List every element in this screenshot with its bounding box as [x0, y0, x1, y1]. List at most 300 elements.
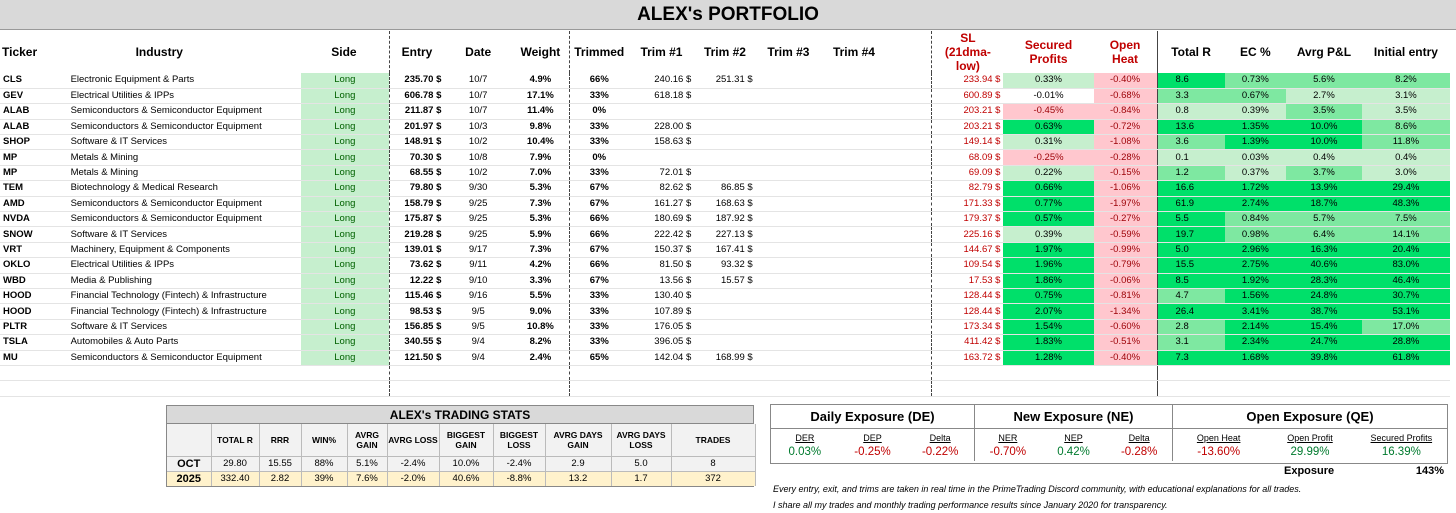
cell-trim1: 130.40 $ [629, 288, 695, 303]
cell-trim3 [756, 273, 822, 288]
stats-value: 7.6% [347, 471, 387, 486]
cell-ec: 1.68% [1225, 350, 1286, 365]
exposure-metric-value: 0.42% [1057, 446, 1090, 458]
cell-heat: -0.59% [1094, 227, 1157, 242]
table-row [0, 350, 1450, 365]
cell-industry: Electronic Equipment & Parts [68, 73, 301, 88]
cell-trim4 [821, 104, 887, 119]
exposure-metric-label: NEP [1064, 433, 1083, 443]
cell-trimmed: 65% [569, 350, 628, 365]
cell-ec: 1.72% [1225, 181, 1286, 196]
stats-header-cell: BIGGEST GAIN [439, 424, 493, 456]
cell-trim3 [756, 212, 822, 227]
cell-trim4 [821, 242, 887, 257]
cell-trim4 [821, 288, 887, 303]
empty-cell [1362, 365, 1450, 380]
cell-ticker: NVDA [0, 212, 68, 227]
cell-side: Long [301, 212, 389, 227]
cell-ec: 0.37% [1225, 165, 1286, 180]
cell-ec: 1.35% [1225, 119, 1286, 134]
cell-trimmed: 33% [569, 335, 628, 350]
cell-heat: -0.60% [1094, 319, 1157, 334]
cell-trim1 [629, 104, 695, 119]
cell-initial: 20.4% [1362, 242, 1450, 257]
cell-avg-pl: 28.3% [1286, 273, 1362, 288]
stats-value: 40.6% [439, 471, 493, 486]
cell-trim1: 161.27 $ [629, 196, 695, 211]
note-line-2: I share all my trades and monthly trading performance results since January 2020 for transparency. [773, 500, 1168, 510]
cell-weight: 2.4% [512, 350, 569, 365]
stats-header-cell: RRR [259, 424, 301, 456]
stats-header-cell: AVRG GAIN [347, 424, 387, 456]
empty-cell [1286, 381, 1362, 396]
cell-secured: -0.45% [1003, 104, 1093, 119]
cell-avg-pl: 18.7% [1286, 196, 1362, 211]
cell-trim4 [821, 273, 887, 288]
cell-ticker: MP [0, 150, 68, 165]
cell-industry: Semiconductors & Semiconductor Equipment [68, 350, 301, 365]
cell-trim3 [756, 165, 822, 180]
cell-secured: 0.31% [1003, 135, 1093, 150]
cell-initial: 53.1% [1362, 304, 1450, 319]
cell-total-r: 3.3 [1157, 88, 1225, 103]
cell-ticker: TSLA [0, 335, 68, 350]
cell-trim1: 107.89 $ [629, 304, 695, 319]
cell-trim4 [821, 181, 887, 196]
cell-initial: 83.0% [1362, 258, 1450, 273]
table-row [0, 304, 1450, 319]
cell-heat: -0.06% [1094, 273, 1157, 288]
exposure-total-label: Exposure [1284, 465, 1335, 477]
stats-value: -2.4% [387, 456, 439, 471]
cell-trim2: 15.57 $ [694, 273, 755, 288]
cell-secured: -0.25% [1003, 150, 1093, 165]
cell-weight: 10.8% [512, 319, 569, 334]
cell-trim1: 142.04 $ [629, 350, 695, 365]
cell-heat: -0.68% [1094, 88, 1157, 103]
cell-trim2: 227.13 $ [694, 227, 755, 242]
cell-spacer [887, 273, 932, 288]
cell-sl: 225.16 $ [932, 227, 1004, 242]
cell-side: Long [301, 258, 389, 273]
cell-sl: 173.34 $ [932, 319, 1004, 334]
cell-entry: 73.62 $ [389, 258, 444, 273]
empty-cell [569, 365, 628, 380]
cell-sl: 109.54 $ [932, 258, 1004, 273]
stats-value: 10.0% [439, 456, 493, 471]
cell-trimmed: 33% [569, 119, 628, 134]
cell-trim2 [694, 135, 755, 150]
cell-total-r: 13.6 [1157, 119, 1225, 134]
cell-entry: 158.79 $ [389, 196, 444, 211]
cell-industry: Software & IT Services [68, 135, 301, 150]
exposure-metric-label: Open Heat [1196, 433, 1241, 443]
cell-date: 10/2 [444, 135, 512, 150]
cell-initial: 28.8% [1362, 335, 1450, 350]
cell-weight: 7.3% [512, 196, 569, 211]
cell-sl: 600.89 $ [932, 88, 1004, 103]
cell-date: 9/11 [444, 258, 512, 273]
cell-trim4 [821, 335, 887, 350]
cell-sl: 69.09 $ [932, 165, 1004, 180]
exposure-metric-value: -0.25% [854, 446, 891, 458]
cell-trim4 [821, 165, 887, 180]
cell-ticker: VRT [0, 242, 68, 257]
empty-cell [821, 381, 887, 396]
cell-initial: 14.1% [1362, 227, 1450, 242]
cell-weight: 9.8% [512, 119, 569, 134]
cell-trim3 [756, 181, 822, 196]
cell-trimmed: 33% [569, 88, 628, 103]
cell-heat: -0.28% [1094, 150, 1157, 165]
cell-total-r: 15.5 [1157, 258, 1225, 273]
cell-entry: 139.01 $ [389, 242, 444, 257]
stats-header-cell: TRADES [671, 424, 755, 456]
empty-cell [0, 381, 68, 396]
exposure-values [771, 429, 1447, 461]
empty-cell [1286, 365, 1362, 380]
cell-initial: 48.3% [1362, 196, 1450, 211]
col-ec: EC % [1240, 45, 1271, 59]
col-heat: Open Heat [1109, 38, 1141, 66]
cell-sl: 144.67 $ [932, 242, 1004, 257]
exposure-metric [1356, 429, 1447, 461]
cell-ec: 0.84% [1225, 212, 1286, 227]
cell-avg-pl: 10.0% [1286, 135, 1362, 150]
cell-sl: 411.42 $ [932, 335, 1004, 350]
cell-industry: Software & IT Services [68, 319, 301, 334]
cell-trimmed: 0% [569, 104, 628, 119]
cell-industry: Semiconductors & Semiconductor Equipment [68, 119, 301, 134]
cell-side: Long [301, 335, 389, 350]
cell-avg-pl: 16.3% [1286, 242, 1362, 257]
cell-trim3 [756, 335, 822, 350]
cell-avg-pl: 5.6% [1286, 73, 1362, 88]
cell-ec: 1.39% [1225, 135, 1286, 150]
cell-industry: Media & Publishing [68, 273, 301, 288]
exposure-metric [975, 429, 1041, 461]
cell-industry: Biotechnology & Medical Research [68, 181, 301, 196]
exposure-metric-value: 16.39% [1381, 446, 1421, 458]
stats-header-cell: TOTAL R [211, 424, 259, 456]
cell-ticker: AMD [0, 196, 68, 211]
cell-trim3 [756, 304, 822, 319]
cell-heat: -1.34% [1094, 304, 1157, 319]
cell-avg-pl: 13.9% [1286, 181, 1362, 196]
cell-spacer [887, 335, 932, 350]
cell-heat: -0.27% [1094, 212, 1157, 227]
exposure-metric [839, 429, 907, 461]
cell-ticker: OKLO [0, 258, 68, 273]
exposure-metric [771, 429, 839, 461]
cell-entry: 79.80 $ [389, 181, 444, 196]
stats-value: 39% [301, 471, 347, 486]
stats-value: 15.55 [259, 456, 301, 471]
stats-value: 332.40 [211, 471, 259, 486]
cell-ticker: MP [0, 165, 68, 180]
cell-trim1: 72.01 $ [629, 165, 695, 180]
cell-secured: 2.07% [1003, 304, 1093, 319]
cell-avg-pl: 24.8% [1286, 288, 1362, 303]
cell-ticker: CLS [0, 73, 68, 88]
table-row [0, 288, 1450, 303]
cell-spacer [887, 181, 932, 196]
portfolio-table [0, 31, 1450, 397]
stats-value: 5.1% [347, 456, 387, 471]
exposure-group-ne [975, 429, 1173, 461]
cell-date: 10/7 [444, 73, 512, 88]
cell-secured: 0.63% [1003, 119, 1093, 134]
cell-weight: 17.1% [512, 88, 569, 103]
cell-entry: 98.53 $ [389, 304, 444, 319]
empty-cell [1003, 381, 1093, 396]
cell-heat: -1.08% [1094, 135, 1157, 150]
cell-trim2 [694, 150, 755, 165]
cell-spacer [887, 319, 932, 334]
cell-trim3 [756, 119, 822, 134]
table-row [0, 319, 1450, 334]
cell-weight: 4.2% [512, 258, 569, 273]
cell-avg-pl: 15.4% [1286, 319, 1362, 334]
stats-table [167, 424, 756, 486]
cell-heat: -1.06% [1094, 181, 1157, 196]
empty-cell [694, 381, 755, 396]
col-initial: Initial entry [1373, 45, 1438, 59]
cell-date: 9/5 [444, 319, 512, 334]
cell-industry: Semiconductors & Semiconductor Equipment [68, 212, 301, 227]
cell-trim2: 167.41 $ [694, 242, 755, 257]
cell-total-r: 3.6 [1157, 135, 1225, 150]
cell-ticker: HOOD [0, 288, 68, 303]
cell-trimmed: 66% [569, 73, 628, 88]
empty-cell [1225, 381, 1286, 396]
cell-trim1 [629, 150, 695, 165]
cell-secured: 0.75% [1003, 288, 1093, 303]
exposure-group-qe [1173, 429, 1447, 461]
empty-cell [1225, 365, 1286, 380]
stats-value: 29.80 [211, 456, 259, 471]
exposure-metric-label: Open Profit [1287, 433, 1333, 443]
sl-label: SL [960, 31, 976, 45]
cell-date: 9/25 [444, 227, 512, 242]
exposure-metric [1264, 429, 1355, 461]
cell-secured: 0.77% [1003, 196, 1093, 211]
exposure-panel [770, 404, 1448, 464]
cell-initial: 29.4% [1362, 181, 1450, 196]
exposure-header [771, 405, 1447, 429]
cell-industry: Semiconductors & Semiconductor Equipment [68, 196, 301, 211]
cell-avg-pl: 39.8% [1286, 350, 1362, 365]
cell-trim4 [821, 119, 887, 134]
cell-entry: 606.78 $ [389, 88, 444, 103]
table-row [0, 212, 1450, 227]
cell-trimmed: 33% [569, 304, 628, 319]
cell-date: 9/25 [444, 196, 512, 211]
cell-trim2 [694, 165, 755, 180]
table-row [0, 104, 1450, 119]
table-row [0, 73, 1450, 88]
cell-side: Long [301, 119, 389, 134]
cell-side: Long [301, 273, 389, 288]
exposure-metric-label: DEP [863, 433, 882, 443]
empty-row [0, 381, 1450, 396]
cell-total-r: 2.8 [1157, 319, 1225, 334]
cell-ticker: PLTR [0, 319, 68, 334]
cell-trim3 [756, 258, 822, 273]
cell-ec: 2.75% [1225, 258, 1286, 273]
cell-trim3 [756, 88, 822, 103]
cell-weight: 4.9% [512, 73, 569, 88]
cell-trimmed: 0% [569, 150, 628, 165]
cell-sl: 128.44 $ [932, 304, 1004, 319]
cell-sl: 179.37 $ [932, 212, 1004, 227]
empty-cell [756, 365, 822, 380]
cell-ticker: MU [0, 350, 68, 365]
cell-sl: 233.94 $ [932, 73, 1004, 88]
cell-entry: 340.55 $ [389, 335, 444, 350]
cell-trim2 [694, 104, 755, 119]
cell-trim1: 228.00 $ [629, 119, 695, 134]
col-entry: Entry [389, 31, 444, 73]
cell-sl: 82.79 $ [932, 181, 1004, 196]
cell-entry: 211.87 $ [389, 104, 444, 119]
cell-trim3 [756, 227, 822, 242]
stats-value: 2.9 [545, 456, 611, 471]
cell-total-r: 7.3 [1157, 350, 1225, 365]
cell-ec: 2.74% [1225, 196, 1286, 211]
empty-cell [444, 365, 512, 380]
cell-avg-pl: 3.5% [1286, 104, 1362, 119]
cell-initial: 8.2% [1362, 73, 1450, 88]
cell-weight: 11.4% [512, 104, 569, 119]
exposure-total-value: 143% [1415, 465, 1444, 477]
cell-trimmed: 33% [569, 288, 628, 303]
cell-trim3 [756, 319, 822, 334]
col-avg-pl: Avrg P&L [1296, 45, 1352, 59]
cell-trim4 [821, 227, 887, 242]
cell-spacer [887, 242, 932, 257]
cell-trimmed: 67% [569, 273, 628, 288]
cell-spacer [887, 73, 932, 88]
cell-secured: 1.97% [1003, 242, 1093, 257]
cell-weight: 10.4% [512, 135, 569, 150]
cell-industry: Machinery, Equipment & Components [68, 242, 301, 257]
exposure-metric-value: 29.99% [1290, 446, 1330, 458]
cell-trim3 [756, 135, 822, 150]
cell-trim1: 158.63 $ [629, 135, 695, 150]
cell-side: Long [301, 288, 389, 303]
cell-secured: 0.22% [1003, 165, 1093, 180]
cell-total-r: 26.4 [1157, 304, 1225, 319]
cell-ec: 0.73% [1225, 73, 1286, 88]
empty-cell [301, 381, 389, 396]
cell-date: 10/3 [444, 119, 512, 134]
stats-period-label: OCT [167, 456, 211, 471]
cell-avg-pl: 38.7% [1286, 304, 1362, 319]
cell-side: Long [301, 304, 389, 319]
cell-trim2 [694, 288, 755, 303]
cell-avg-pl: 10.0% [1286, 119, 1362, 134]
empty-cell [1157, 365, 1225, 380]
cell-date: 9/30 [444, 181, 512, 196]
table-row [0, 135, 1450, 150]
cell-side: Long [301, 165, 389, 180]
cell-ticker: GEV [0, 88, 68, 103]
cell-initial: 46.4% [1362, 273, 1450, 288]
cell-initial: 7.5% [1362, 212, 1450, 227]
cell-secured: 0.39% [1003, 227, 1093, 242]
stats-row [167, 456, 755, 471]
cell-total-r: 19.7 [1157, 227, 1225, 242]
cell-secured: 1.86% [1003, 273, 1093, 288]
cell-ticker: SNOW [0, 227, 68, 242]
cell-total-r: 8.5 [1157, 273, 1225, 288]
empty-cell [694, 365, 755, 380]
cell-weight: 5.3% [512, 212, 569, 227]
empty-cell [512, 365, 569, 380]
col-trim3: Trim #3 [767, 45, 810, 59]
stats-value: -8.8% [493, 471, 545, 486]
cell-trim2: 86.85 $ [694, 181, 755, 196]
cell-entry: 70.30 $ [389, 150, 444, 165]
empty-cell [0, 365, 68, 380]
cell-trim1: 618.18 $ [629, 88, 695, 103]
cell-entry: 121.50 $ [389, 350, 444, 365]
cell-weight: 7.3% [512, 242, 569, 257]
col-trimmed: Trimmed [569, 31, 628, 73]
cell-entry: 148.91 $ [389, 135, 444, 150]
cell-weight: 9.0% [512, 304, 569, 319]
exposure-metric-label: NER [998, 433, 1018, 443]
exposure-metric [1173, 429, 1264, 461]
exposure-metric [906, 429, 974, 461]
cell-trim4 [821, 258, 887, 273]
cell-trim2 [694, 119, 755, 134]
cell-total-r: 3.1 [1157, 335, 1225, 350]
empty-cell [1362, 381, 1450, 396]
cell-industry: Semiconductors & Semiconductor Equipment [68, 104, 301, 119]
cell-secured: 0.57% [1003, 212, 1093, 227]
cell-entry: 201.97 $ [389, 119, 444, 134]
cell-sl: 163.72 $ [932, 350, 1004, 365]
cell-side: Long [301, 150, 389, 165]
cell-trim2 [694, 335, 755, 350]
cell-trim1: 150.37 $ [629, 242, 695, 257]
cell-weight: 5.9% [512, 227, 569, 242]
cell-entry: 156.85 $ [389, 319, 444, 334]
cell-heat: -0.99% [1094, 242, 1157, 257]
empty-cell [629, 381, 695, 396]
col-ticker: Ticker [2, 45, 38, 59]
cell-total-r: 16.6 [1157, 181, 1225, 196]
cell-date: 9/4 [444, 350, 512, 365]
cell-side: Long [301, 196, 389, 211]
stats-value: 372 [671, 471, 755, 486]
stats-value: 8 [671, 456, 755, 471]
exposure-metric [1106, 429, 1172, 461]
cell-sl: 68.09 $ [932, 150, 1004, 165]
note-line-1: Every entry, exit, and trims are taken in real time in the PrimeTrading Discord community, with educational explanations for all trades. [773, 484, 1302, 494]
stats-header-cell: AVRG DAYS LOSS [611, 424, 671, 456]
exposure-metric-value: -0.22% [921, 446, 959, 458]
cell-trim2: 168.63 $ [694, 196, 755, 211]
col-trim1: Trim #1 [640, 45, 683, 59]
cell-sl: 203.21 $ [932, 119, 1004, 134]
col-sl [932, 31, 1004, 73]
stats-value: -2.4% [493, 456, 545, 471]
cell-trim1: 240.16 $ [629, 73, 695, 88]
table-row [0, 242, 1450, 257]
